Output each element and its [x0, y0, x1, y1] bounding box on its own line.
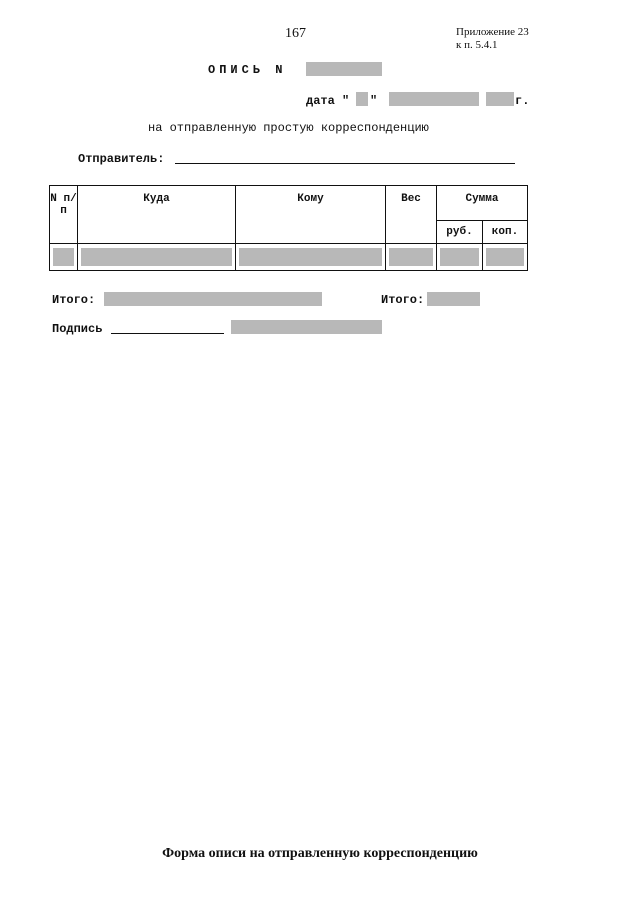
date-quote-close: ": [370, 94, 378, 108]
redacted-cell-number: [50, 244, 78, 271]
redacted-date-day: [356, 92, 368, 106]
date-line: [306, 94, 349, 108]
form-subtitle: на отправленную простую корреспонденцию: [148, 121, 429, 135]
table-row: [50, 244, 528, 271]
redacted-cell-where: [78, 244, 236, 271]
sender-label: Отправитель:: [78, 152, 165, 166]
redacted-date-month: [389, 92, 479, 106]
redacted-cell-rub: [437, 244, 483, 271]
redacted-cell-whom: [236, 244, 386, 271]
appendix-line-2: к п. 5.4.1: [456, 39, 498, 51]
header-kop: коп.: [483, 221, 528, 244]
signature-label: Подпись: [52, 322, 103, 336]
header-where: Куда: [78, 186, 236, 244]
header-number: N п/п: [50, 186, 78, 244]
redacted-signature-name: [231, 320, 382, 334]
header-whom: Кому: [236, 186, 386, 244]
signature-line: [111, 333, 224, 334]
date-year-suffix: г.: [515, 94, 530, 108]
redacted-cell-kop: [483, 244, 528, 271]
redacted-date-year: [486, 92, 514, 106]
redacted-total-right: [427, 292, 480, 306]
sender-field-line: [175, 163, 515, 164]
appendix-line-1: Приложение 23: [456, 26, 529, 38]
redacted-cell-weight: [386, 244, 437, 271]
document-caption: Форма описи на отправленную корреспонденцию: [162, 846, 478, 861]
total-left-label: Итого:: [52, 293, 96, 307]
redacted-form-number: [306, 62, 382, 76]
total-right-label: Итого:: [381, 293, 425, 307]
appendix-reference: [456, 26, 529, 52]
page-number: 167: [285, 26, 306, 41]
form-title: ОПИСЬ N: [208, 63, 287, 77]
redacted-total-left: [104, 292, 322, 306]
date-label: дата ": [306, 94, 350, 108]
header-rub: руб.: [437, 221, 483, 244]
items-table: [49, 185, 528, 271]
header-weight: Вес: [386, 186, 437, 244]
header-sum: Сумма: [437, 186, 528, 221]
